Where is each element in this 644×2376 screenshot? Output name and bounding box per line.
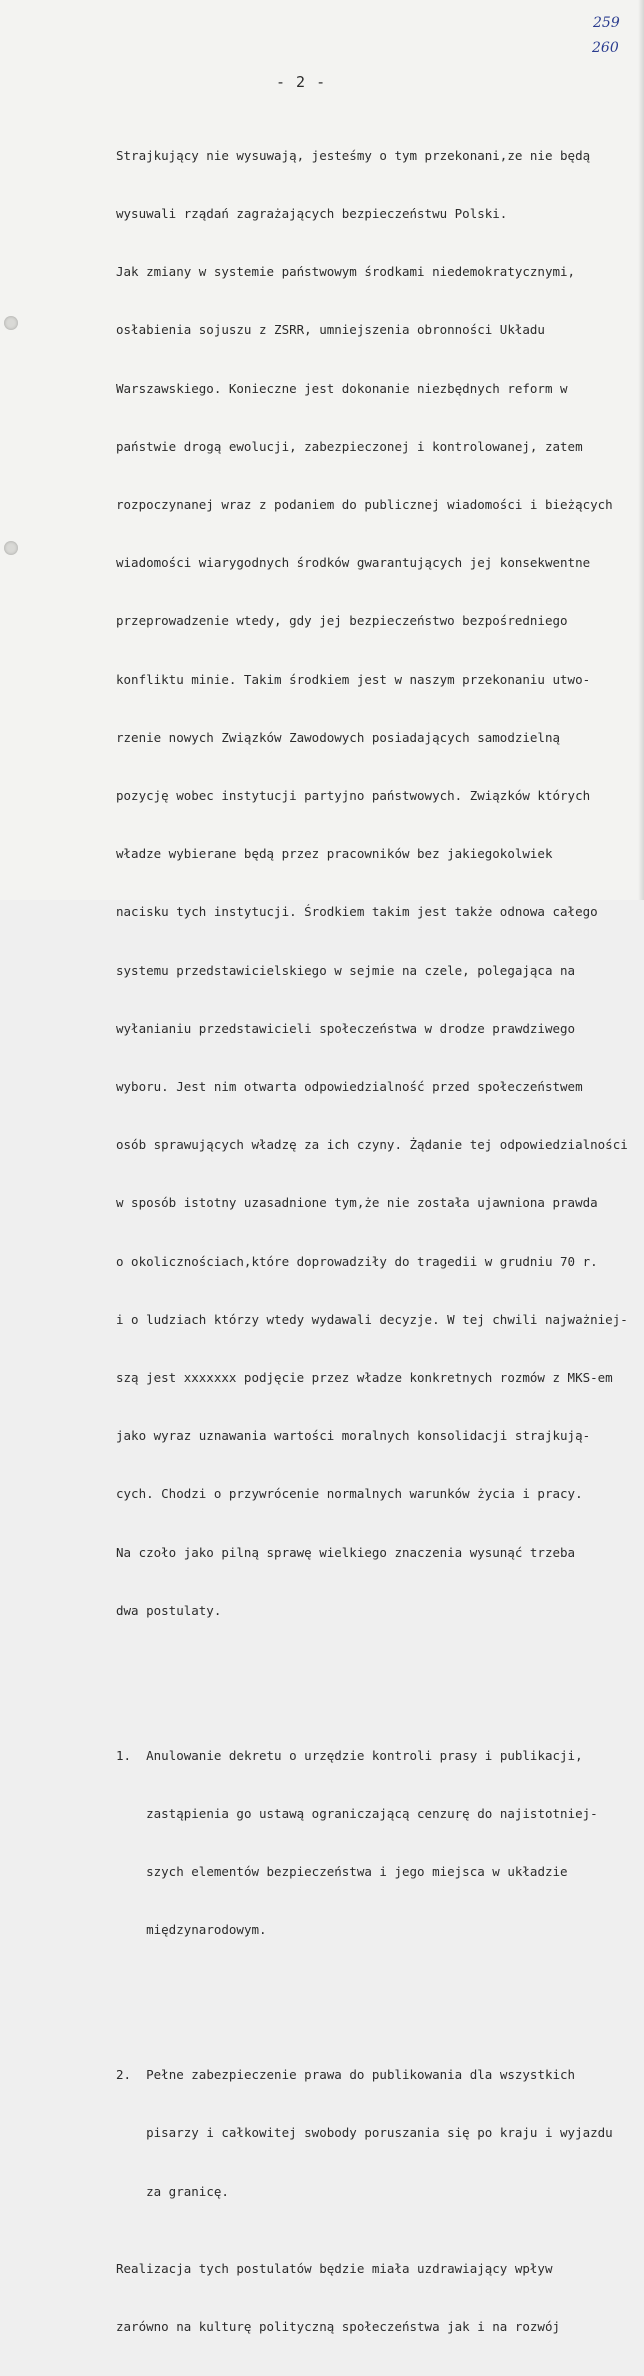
text-line: szą jest xxxxxxx podjęcie przez władze konkretnych rozmów z MKS-em — [116, 1370, 613, 1386]
text-line: wiadomości wiarygodnych środków gwarantujących jej konsekwentne — [116, 555, 591, 571]
text-line: nacisku tych instytucji. Środkiem takim jest także odnowa całego — [116, 904, 598, 920]
text-line: Warszawskiego. Konieczne jest dokonanie niezbędnych reform w — [116, 380, 568, 396]
postulate-1-cont — [116, 1920, 638, 1939]
text-line: wyłanianiu przedstawicieli społeczeństwa w drodze prawdziwego — [116, 1020, 576, 1036]
text-line: Strajkujący nie wysuwają, jesteśmy o tym przekonani,ze nie będą — [116, 147, 591, 163]
postulate-1 — [116, 1746, 638, 1765]
text-line: rozpoczynanej wraz z podaniem do publicznej wiadomości i bieżących — [116, 497, 613, 513]
text-line: zarówno na kulturę polityczną społeczeństwa jak i na rozwój — [116, 2319, 561, 2335]
page-edge-shadow — [638, 0, 644, 900]
text-line: za granicę. — [146, 2183, 229, 2199]
text-line: Pełne zabezpieczenie prawa do publikowania dla wszystkich — [146, 2067, 576, 2083]
text-line: Anulowanie dekretu o urzędzie kontroli prasy i publikacji, — [146, 1747, 583, 1763]
typed-body — [116, 107, 638, 2376]
text-line: Na czoło jako pilną sprawę wielkiego znaczenia wysunąć trzeba — [116, 1544, 576, 1560]
punch-hole — [4, 316, 18, 330]
handwritten-stamp-bottom: 260 — [592, 40, 619, 56]
text-line: państwie drogą ewolucji, zabezpieczonej i kontrolowanej, zatem — [116, 438, 583, 454]
text-line: osób sprawujących władzę za ich czyny. Żądanie tej odpowiedzialności — [116, 1137, 628, 1153]
text-line: jako wyraz uznawania wartości moralnych konsolidacji strajkują- — [116, 1428, 591, 1444]
text-line: Realizacja tych postulatów będzie miała uzdrawiający wpływ — [116, 2261, 553, 2277]
postulate-2-cont — [116, 2123, 638, 2142]
text-line: przeprowadzenie wtedy, gdy jej bezpieczeństwo bezpośredniego — [116, 613, 568, 629]
page-number: - 2 - — [276, 73, 327, 91]
text-line: cych. Chodzi o przywrócenie normalnych warunków życia i pracy. — [116, 1486, 583, 1502]
text-line: wysuwali rządań zagrażających bezpieczeństwu Polski. — [116, 206, 508, 222]
text-line: i o ludziach którzy wtedy wydawali decyzje. W tej chwili najważniej- — [116, 1311, 628, 1327]
handwritten-stamp-top: 259 — [593, 15, 620, 31]
text-line: o okolicznościach,które doprowadziły do tragedii w grudniu 70 r. — [116, 1253, 598, 1269]
text-line: zastąpienia go ustawą ograniczającą cenzurę do najistotniej- — [146, 1805, 598, 1821]
postulate-2 — [116, 2065, 638, 2084]
text-line: wyboru. Jest nim otwarta odpowiedzialność przed społeczeństwem — [116, 1079, 583, 1095]
postulate-1-cont — [116, 1804, 638, 1823]
text-line: dwa postulaty. — [116, 1602, 222, 1618]
text-line: szych elementów bezpieczeństwa i jego miejsca w układzie — [146, 1864, 568, 1880]
text-line: systemu przedstawicielskiego w sejmie na czele, polegająca na — [116, 962, 576, 978]
text-line: Jak zmiany w systemie państwowym środkami niedemokratycznymi, — [116, 264, 576, 280]
text-line: władze wybierane będą przez pracowników bez jakiegokolwiek — [116, 846, 553, 862]
postulate-2-cont — [116, 2182, 638, 2201]
postulate-number: 1. — [116, 1747, 132, 1763]
text-line: rzenie nowych Związków Zawodowych posiadających samodzielną — [116, 729, 561, 745]
text-line: międzynarodowym. — [146, 1922, 267, 1938]
text-line: osłabienia sojuszu z ZSRR, umniejszenia obronności Układu — [116, 322, 545, 338]
postulate-number: 2. — [116, 2067, 132, 2083]
postulate-1-cont — [116, 1862, 638, 1881]
text-line: konfliktu minie. Takim środkiem jest w naszym przekonaniu utwo- — [116, 671, 591, 687]
text-line: w sposób istotny uzasadnione tym,że nie została ujawniona prawda — [116, 1195, 598, 1211]
text-line: pozycję wobec instytucji partyjno państwowych. Związków których — [116, 788, 591, 804]
text-line: pisarzy i całkowitej swobody poruszania się po kraju i wyjazdu — [146, 2125, 613, 2141]
punch-hole — [4, 541, 18, 555]
